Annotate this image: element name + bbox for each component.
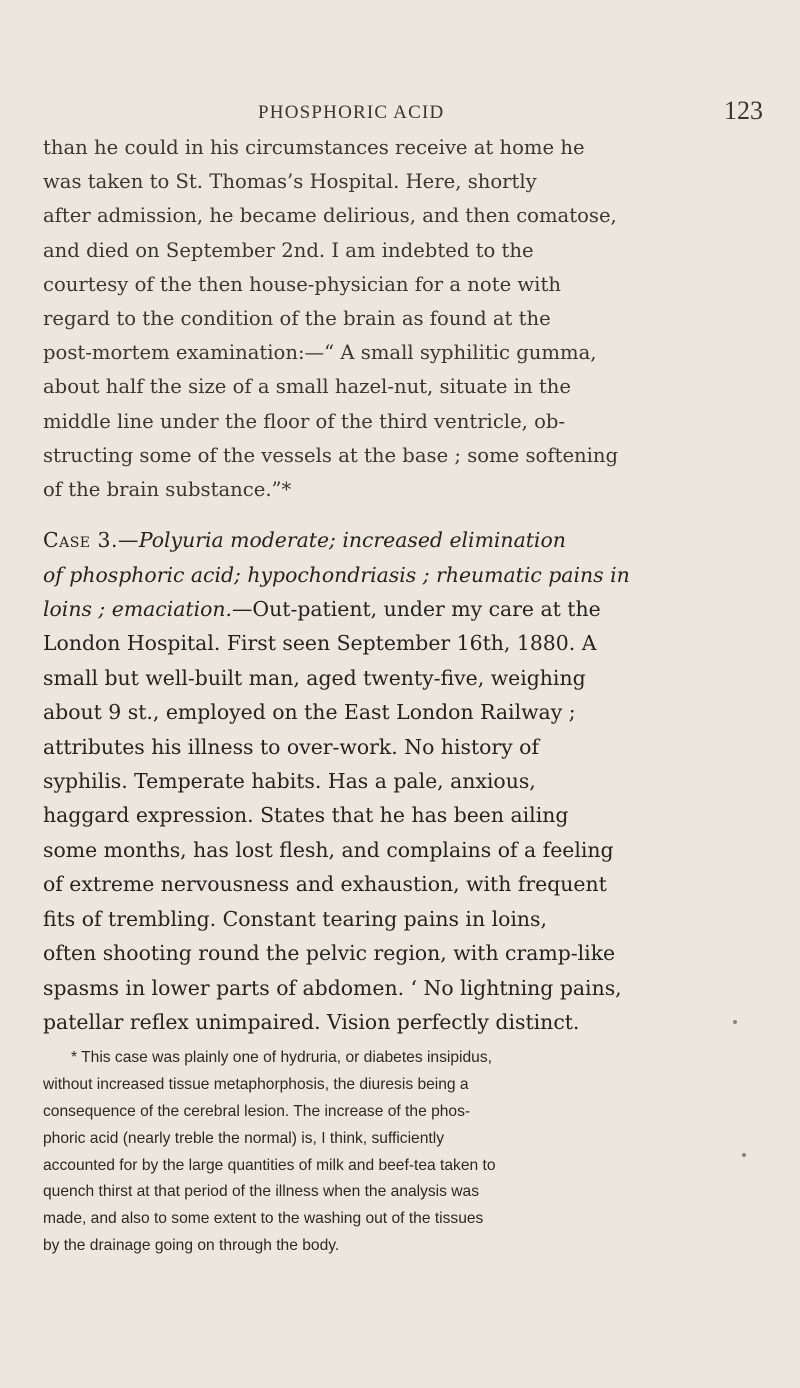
footnote-line: quench thirst at that period of the illness when the analysis was bbox=[43, 1183, 480, 1201]
case-heading-line bbox=[43, 592, 759, 626]
case-heading-italic: loins ; emaciation. bbox=[43, 597, 233, 622]
text-line: attributes his illness to over-work. No history of bbox=[43, 734, 539, 759]
page-number: 123 bbox=[724, 96, 763, 125]
footnote-line: made, and also to some extent to the washing out of the tissues bbox=[43, 1210, 484, 1228]
footnote-line: phoric acid (nearly treble the normal) is, I think, sufficiently bbox=[43, 1129, 444, 1147]
footnote-line: by the drainage going on through the body. bbox=[43, 1236, 340, 1254]
case-text: —Out-patient, under my care at the bbox=[232, 597, 601, 622]
paper-speck bbox=[733, 1020, 737, 1024]
case-3-paragraph bbox=[43, 523, 759, 1039]
footnote bbox=[43, 1045, 759, 1259]
text-line: than he could in his circumstances receive at home he bbox=[43, 136, 585, 159]
case-heading-line bbox=[43, 558, 759, 592]
footnote-line: without increased tissue metaphorphosis, the diuresis being a bbox=[43, 1076, 469, 1094]
case-label: Case 3.— bbox=[43, 528, 139, 553]
running-title: PHOSPHORIC ACID bbox=[258, 102, 445, 123]
text-line: of extreme nervousness and exhaustion, with frequent bbox=[43, 872, 607, 897]
text-line: syphilis. Temperate habits. Has a pale, anxious, bbox=[43, 769, 536, 794]
paragraph-continuation bbox=[43, 131, 759, 507]
case-heading-line bbox=[43, 523, 759, 557]
text-line: spasms in lower parts of abdomen. ‘ No lightning pains, bbox=[43, 975, 622, 1000]
footnote-line: accounted for by the large quantities of milk and beef-tea taken to bbox=[43, 1156, 496, 1174]
text-line: some months, has lost flesh, and complains of a feeling bbox=[43, 837, 614, 862]
body-text bbox=[43, 131, 759, 1260]
text-line: about half the size of a small hazel-nut, situate in the bbox=[43, 375, 571, 399]
text-line: courtesy of the then house-physician for a note with bbox=[43, 272, 561, 296]
text-line: haggard expression. States that he has been ailing bbox=[43, 803, 569, 828]
text-line: small but well-built man, aged twenty-five, weighing bbox=[43, 665, 586, 690]
case-heading-italic: of phosphoric acid; hypochondriasis ; rheumatic pains in bbox=[43, 562, 630, 587]
text-line: and died on September 2nd. I am indebted to the bbox=[43, 238, 534, 262]
text-line: about 9 st., employed on the East London Railway ; bbox=[43, 700, 576, 725]
case-heading-italic: Polyuria moderate; increased elimination bbox=[138, 528, 566, 553]
text-line: regard to the condition of the brain as found at the bbox=[43, 307, 551, 331]
text-line: patellar reflex unimpaired. Vision perfectly distinct. bbox=[43, 1009, 580, 1034]
text-line: London Hospital. First seen September 16th, 1880. A bbox=[43, 631, 597, 656]
paper-speck bbox=[742, 1153, 746, 1157]
footnote-line: consequence of the cerebral lesion. The increase of the phos- bbox=[43, 1102, 471, 1120]
footnote-line: * This case was plainly one of hydruria, or diabetes insipidus, bbox=[71, 1049, 492, 1067]
text-line: fits of trembling. Constant tearing pains in loins, bbox=[43, 906, 547, 931]
text-line: after admission, he became delirious, and then comatose, bbox=[43, 204, 617, 228]
text-line: structing some of the vessels at the base ; some softening bbox=[43, 443, 619, 467]
text-line: of the brain substance.”* bbox=[43, 478, 292, 502]
text-line: middle line under the floor of the third ventricle, ob- bbox=[43, 409, 566, 433]
text-line: was taken to St. Thomas’s Hospital. Here, shortly bbox=[43, 170, 537, 194]
text-line: often shooting round the pelvic region, with cramp-like bbox=[43, 941, 616, 966]
text-line: post-mortem examination:—“ A small syphilitic gumma, bbox=[43, 341, 597, 365]
